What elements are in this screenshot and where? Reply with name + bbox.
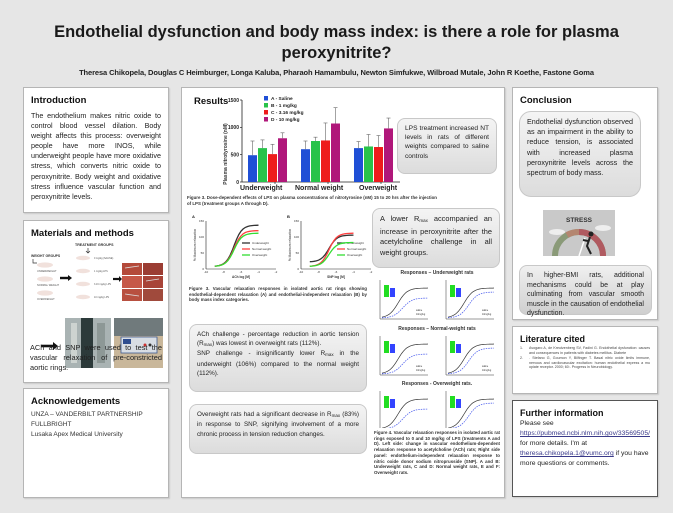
y-tick-label: 0 (202, 267, 204, 272)
methods-heading: Materials and methods (31, 228, 134, 239)
bar-x-label-1: Normal weight (295, 185, 344, 192)
inset-bar-lps (390, 288, 395, 297)
ow-pre: Overweight rats had a significant decrease in R (197, 411, 332, 418)
resp-title-2: Responses - Overweight rats. (401, 381, 473, 387)
legend-label: B - 1 mg/kg (271, 104, 297, 109)
person-icon (589, 232, 594, 237)
resp-title-1: Responses – Normal-weight rats (398, 326, 476, 332)
further-info-body (520, 419, 650, 469)
dose-3: 10 mg/kg LPS (94, 296, 110, 299)
x-tick-label: -4 (352, 270, 355, 274)
x-tick-label: -8 (317, 270, 320, 274)
further-info-heading: Further information (520, 408, 604, 418)
y-tick-label: 150 (293, 219, 299, 224)
email-link[interactable]: theresa.chikopela.1@vumc.org (520, 450, 614, 458)
figure-vascular-caption: Figure 3. Vascular relaxation responses in isolated aortic rat rings showing endothelial-dependent relaxation (A) and endothelial-independent relaxation (B) by body mass index categories. (189, 286, 367, 303)
mini-response-chart (372, 388, 432, 428)
ach-post: ) was lowest in overweight rats (112%). (212, 340, 322, 348)
literature-item-1 (520, 356, 650, 370)
mini-legend-saline: saline (416, 365, 423, 368)
surgery-photos (122, 263, 163, 301)
higher-bmi-bubble: In higher-BMI rats, additional mechanisms could be at play culminating from vascular smooth muscle in the causation of endothelial dysfunction. (519, 265, 652, 315)
ow-post: (83%) in response to SNP, signifying involvement of a more chronic process in tension reduction changes. (197, 411, 360, 438)
rmax-bubble-sub: max (419, 218, 428, 223)
weight-groups-label: WEIGHT GROUPS (31, 254, 61, 258)
dose-1: 1 mg/kg LPS (94, 270, 108, 273)
treatment-rats (76, 256, 113, 299)
legend-label: Underweight (347, 241, 364, 246)
lit-num-0: 1. (520, 346, 523, 350)
bar-y-tick-label: 1000 (227, 125, 239, 132)
snp-paragraph (197, 349, 359, 378)
bar-x-label-0: Underweight (240, 185, 283, 192)
legend-label: Overweight (347, 253, 363, 258)
bar (311, 141, 320, 182)
authors: Theresa Chikopela, Douglas C Heimburger, Longa Kaluba, Pharaoh Hamambulu, Newton Simfukwe, Wilbroad Mutale, John R Koethe, Fastone Goma (79, 68, 594, 77)
bar (268, 154, 277, 182)
legend-swatch (264, 103, 268, 108)
ach-snp-bubble (189, 324, 367, 392)
x-tick-label: -8 (222, 270, 225, 274)
please-see: Please see (520, 420, 554, 427)
acknowledgements-heading: Acknowledgements (31, 396, 121, 407)
x-tick-label: -2 (274, 270, 278, 274)
x-axis-label: ACh log [M] (232, 275, 250, 279)
results-heading: Results (194, 96, 229, 107)
ach-relaxation-chart (190, 213, 280, 283)
results-panel (181, 87, 505, 498)
lit-text-0: Avogaro A, de Kreutzenberg SV, Fadini G. Endothelial dysfunction: causes and consequences in patients with diabetes mellitus. Diabete (529, 346, 650, 355)
mini-response-chart (372, 333, 432, 381)
arrow-down-icon (86, 248, 90, 253)
weight-group-2: OVERWEIGHT (37, 298, 55, 301)
figure4-panels (369, 270, 502, 431)
legend-swatch (264, 117, 268, 122)
bar (354, 148, 363, 182)
dose-2: 3.16 mg/kg LPS (94, 283, 112, 286)
inset-bar-saline (384, 396, 389, 408)
further-info-panel (512, 400, 658, 497)
y-tick-label: 100 (198, 235, 204, 240)
x-tick-label: -2 (369, 270, 373, 274)
bar (258, 148, 267, 182)
y-axis-label: % Maximum relaxation (193, 228, 197, 262)
mini-response-chart (438, 277, 498, 325)
overweight-bubble (189, 404, 367, 454)
inset-bar-lps (456, 288, 461, 297)
inset-bar-saline (450, 285, 455, 297)
inset-bar-lps (390, 399, 395, 408)
bar (301, 149, 310, 182)
legend-swatch (264, 96, 268, 101)
rmax-bubble-post: accompanied an increase in peroxynitrite after the acetylcholine challenge in all weight groups. (380, 214, 492, 257)
nitrotyrosine-bar-chart (212, 90, 402, 185)
snp-post: in the underweight (106%) compared to the normal weight (112%). (197, 350, 359, 377)
y-axis-label: % Maximum relaxation (288, 228, 292, 262)
ach-sub: max (203, 342, 213, 348)
figure4-caption: Figure 4. Vascular relaxation responses in isolated aortic rat rings exposed to 0 and 10 mg/kg of LPS (treatments A and D). Left side: change in vascular endothelium-dependent relaxation response to acetylcholine (ACh) rats; Right side panel: endothelium-independent relaxation response to nitric oxide donor sodium nitroprusside (SNP). A and B: Underweight rats, C and D: Normal weight rats, E and F: Overweight rats. (374, 430, 500, 475)
conclusion-panel (512, 87, 658, 320)
snp-sub: max (325, 352, 334, 358)
x-axis-label: SNP log [M] (327, 275, 345, 279)
mini-legend-lps: 10mg/kg (482, 313, 492, 316)
snp-relaxation-chart (285, 213, 375, 283)
x-tick-label: -6 (239, 270, 243, 274)
weight-group-1: NORMAL WEIGHT (37, 284, 60, 287)
mini-legend-lps: 10mg/kg (416, 313, 426, 316)
inset-bar-lps (456, 344, 461, 353)
bar (331, 124, 340, 182)
inset-bar-saline (450, 341, 455, 353)
x-tick-label: -10 (298, 270, 304, 274)
lit-text-1: . Stefano G, Goumon Y, Bilfinger T. Basal nitric oxide limits immune, nervous and cardiovascular excitation: human endothelial express a mu opiate receptor. 2000; 60:. Progress in Neurobiology. (529, 356, 650, 370)
inset-bar-saline (450, 396, 455, 408)
legend-swatch (264, 110, 268, 115)
x-tick-label: -6 (334, 270, 338, 274)
more-details: for more details. I'm at (520, 440, 588, 448)
resp-title-0: Responses – Underweight rats (400, 270, 474, 276)
legend-label: Normal weight (347, 247, 367, 252)
introduction-panel (23, 87, 169, 213)
mini-legend-saline: saline (482, 365, 489, 368)
bar (374, 147, 383, 182)
inset-bar-saline (384, 341, 389, 353)
lit-num-1: 2. (520, 356, 523, 361)
panel-label: A (192, 214, 195, 219)
bar-y-tick-label: 0 (236, 179, 239, 185)
acknowledgements-panel (23, 388, 169, 498)
dose-0: 0 mg/kg (SALINE) (94, 257, 114, 260)
conclusion-bubble: Endothelial dysfunction observed as an impairment in the ability to reduce tension, is associated with increased plasma peroxynitrite levels across the spectrum of body mass. (519, 111, 641, 197)
bar (364, 146, 373, 182)
weight-group-0: UNDERWEIGHT (37, 270, 57, 273)
title-line-1: Endothelial dysfunction and body mass index: is there a role for plasma (54, 23, 619, 41)
weight-rats (37, 262, 60, 301)
legend-label: Normal weight (252, 247, 272, 252)
closing-text: if you have more questions or comments. (520, 450, 649, 468)
y-tick-label: 100 (293, 235, 299, 240)
stress-label: STRESS (565, 217, 593, 224)
mini-legend-lps: 10mg/kg (482, 369, 492, 372)
bracket-icon (33, 259, 37, 263)
mini-response-chart (438, 388, 498, 428)
ach-paragraph (197, 330, 359, 349)
title-line-2: peroxynitrite? (281, 44, 392, 62)
bar-y-tick-label: 1500 (227, 97, 239, 104)
mini-legend-saline: saline (482, 309, 489, 312)
ach-pre: ACh challenge - percentage reduction in aortic tension (R (197, 331, 359, 348)
bar (248, 155, 257, 182)
bar-x-label-2: Overweight (359, 185, 398, 192)
introduction-heading: Introduction (31, 95, 87, 106)
legend-label: D - 10 mg/kg (271, 118, 300, 123)
stress-gauge-image (543, 210, 615, 256)
bar (278, 138, 287, 182)
lps-bubble: LPS treatment increased NT levels in rats of different weights compared to saline controls (397, 118, 497, 174)
ack-line-1: FULLBRIGHT (31, 421, 72, 428)
inset-bar-lps (456, 399, 461, 408)
ow-sub: max (331, 413, 341, 418)
poster-title (0, 22, 673, 64)
pubmed-link[interactable]: https://pubmed.ncbi.nlm.nih.gov/33569505/ (520, 430, 650, 438)
legend-label: Underweight (252, 241, 269, 246)
y-tick-label: 50 (295, 251, 299, 256)
y-tick-label: 0 (297, 267, 299, 272)
introduction-body: The endothelium makes nitric oxide to control blood vessel dilation. Body weight affects this process: overweight people have more INOS, while underweight people have more oxidative stress, which converts nitric oxide to peroxynitrite. Body weight and oxidative stress influence vascular function and peroxynitrite levels. (31, 111, 161, 201)
literature-item-0 (520, 346, 650, 355)
rmax-bubble-pre: A lower R (380, 214, 420, 223)
x-tick-label: -10 (203, 270, 209, 274)
conclusion-heading: Conclusion (520, 95, 572, 106)
panel-label: B (287, 214, 290, 219)
ack-line-0: UNZA – VANDERBILT PARTNERSHIP (31, 411, 143, 418)
bar (321, 140, 330, 182)
legend-label: Overweight (252, 253, 268, 258)
y-tick-label: 50 (200, 251, 204, 256)
inset-bar-lps (390, 344, 395, 353)
literature-heading: Literature cited (520, 334, 586, 344)
inset-bar-saline (384, 285, 389, 297)
bar (384, 128, 393, 182)
x-tick-label: -4 (257, 270, 260, 274)
rmax-bubble (372, 208, 500, 268)
literature-panel (512, 326, 658, 394)
mini-response-chart (372, 277, 432, 325)
snp-pre: SNP challenge - insignificantly lower R (197, 350, 326, 358)
y-tick-label: 150 (198, 219, 204, 224)
legend-label: A - Saline (271, 97, 293, 102)
mini-legend-lps: 10mg/kg (416, 369, 426, 372)
mini-legend-saline: saline (416, 309, 423, 312)
legend-label: C - 3.16 mg/kg (271, 111, 304, 116)
figure3-caption: Figure 3. Dose-dependent effects of LPS on plasma concentrations of nitrotyrosine (nM) 15 to 20 hrs after the injection of LPS (treatment groups A through D). (187, 195, 437, 206)
ack-line-2: Lusaka Apex Medical University (31, 431, 123, 438)
methods-body: ACh and SNP were used to test the vascular relaxation of pre-constricted aortic rings. (30, 343, 162, 372)
mini-response-chart (438, 333, 498, 381)
treatment-groups-label: TREATMENT GROUPS (75, 243, 114, 247)
bar-y-tick-label: 500 (230, 152, 239, 159)
bar-chart-ylabel: Plasma nitrotyrosine (nM) (223, 123, 229, 185)
